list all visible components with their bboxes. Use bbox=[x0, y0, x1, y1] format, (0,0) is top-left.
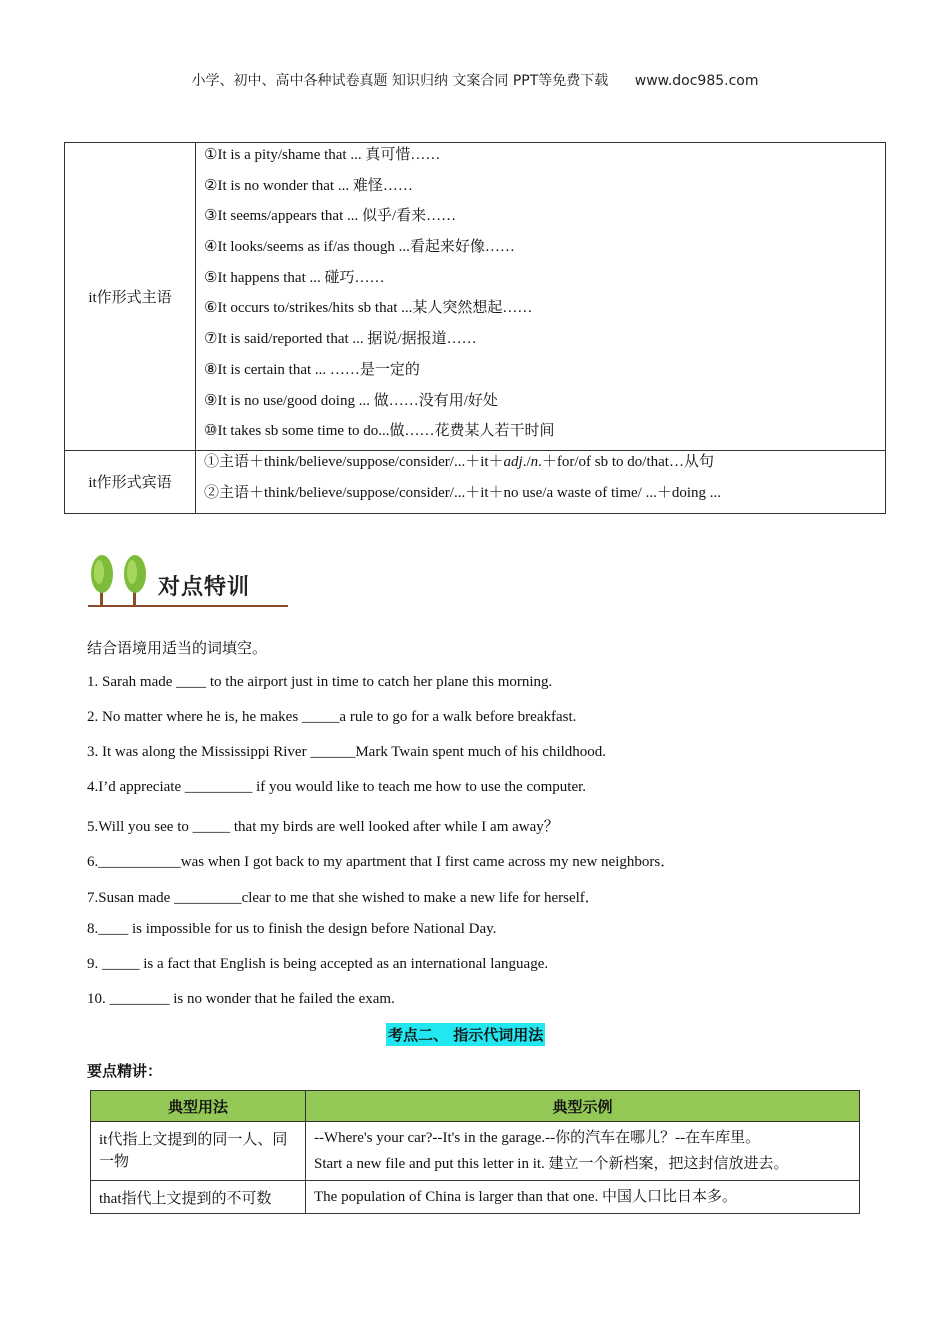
it-usage-table bbox=[64, 142, 886, 514]
table-row bbox=[65, 143, 886, 451]
question: 10. ________ is no wonder that he failed the exam. bbox=[87, 991, 395, 1007]
question: 6.___________was when I got back to my apartment that I first came across my new neighbors． bbox=[87, 854, 676, 870]
key-points-label: 要点精讲： bbox=[87, 1062, 163, 1080]
question: 1. Sarah made ____ to the airport just in time to catch her plane this morning. bbox=[87, 674, 553, 690]
banner-underline bbox=[88, 605, 288, 607]
list-item: ⑤It happens that ... 碰巧…… bbox=[204, 269, 385, 286]
list-item: ⑩It takes sb some time to do...做……花费某人若干时间 bbox=[204, 423, 555, 440]
demo-table bbox=[90, 1090, 860, 1214]
question: 4.I’d appreciate _________ if you would like to teach me how to use the computer. bbox=[87, 779, 587, 795]
list-item: ③It seems/appears that ... 似乎/看来…… bbox=[204, 208, 457, 225]
question: 8.____ is impossible for us to finish the design before National Day. bbox=[87, 921, 497, 937]
usage-cell: it代指上文提到的同一人、同一物 bbox=[91, 1122, 306, 1181]
question: 7.Susan made _________clear to me that she wished to make a new life for herself． bbox=[87, 890, 600, 906]
section-heading: 考点二、 指示代词用法 bbox=[386, 1023, 545, 1046]
usage-cell: that指代上文提到的不可数 bbox=[91, 1181, 306, 1214]
row-label: it作形式宾语 bbox=[65, 450, 196, 513]
banner-title: 对点特训 bbox=[158, 575, 251, 600]
section-banner bbox=[88, 552, 288, 610]
tree-icon bbox=[88, 552, 158, 608]
question: 5.Will you see to _____ that my birds are well looked after while I am away？ bbox=[87, 819, 559, 835]
row-content bbox=[196, 143, 886, 451]
table-row bbox=[65, 450, 886, 513]
list-item: ④It looks/seems as if/as though ...看起来好像…… bbox=[204, 239, 515, 256]
row-label: it作形式主语 bbox=[65, 143, 196, 451]
list-item: ②It is no wonder that ... 难怪…… bbox=[204, 177, 413, 194]
header-text: 小学、初中、高中各种试卷真题 知识归纳 文案合同 PPT等免费下载 bbox=[191, 73, 609, 89]
example-line: Start a new file and put this letter in it. 建立一个新档案，把这封信放进去。 bbox=[314, 1156, 789, 1172]
question: 2. No matter where he is, he makes _____a rule to go for a walk before breakfast. bbox=[87, 709, 577, 725]
row-content bbox=[196, 450, 886, 513]
example-line: The population of China is larger than that one. 中国人口比日本多。 bbox=[314, 1189, 737, 1205]
header-url[interactable]: www.doc985.com bbox=[634, 73, 759, 89]
column-header: 典型示例 bbox=[306, 1091, 860, 1122]
example-line: --Where's your car?--It's in the garage.--你的汽车在哪儿？--在车库里。 bbox=[314, 1130, 761, 1146]
page-header bbox=[0, 70, 950, 90]
list-item: ⑥It occurs to/strikes/hits sb that ...某人突然想起…… bbox=[204, 300, 533, 317]
list-item: ②主语＋think/believe/suppose/consider/...＋it＋no use/a waste of time/ ...＋doing ... bbox=[204, 484, 722, 501]
table-header-row bbox=[91, 1091, 860, 1122]
table-row bbox=[91, 1122, 860, 1181]
table-row bbox=[91, 1181, 860, 1214]
question: 3. It was along the Mississippi River ______Mark Twain spent much of his childhood. bbox=[87, 744, 607, 760]
column-header: 典型用法 bbox=[91, 1091, 306, 1122]
list-item: ⑦It is said/reported that ... 据说/据报道…… bbox=[204, 331, 477, 348]
list-item: ⑨It is no use/good doing ... 做……没有用/好处 bbox=[204, 392, 498, 409]
instruction: 结合语境用适当的词填空。 bbox=[87, 641, 268, 657]
example-cell bbox=[306, 1122, 860, 1181]
list-item: ①It is a pity/shame that ... 真可惜…… bbox=[204, 147, 441, 163]
list-item: ⑧It is certain that ... ……是一定的 bbox=[204, 361, 420, 378]
list-item: ①主语＋think/believe/suppose/consider/...＋it＋adj./n.＋for/of sb to do/that…从句 bbox=[204, 453, 714, 470]
example-cell bbox=[306, 1181, 860, 1214]
question: 9. _____ is a fact that English is being accepted as an international language. bbox=[87, 956, 549, 972]
